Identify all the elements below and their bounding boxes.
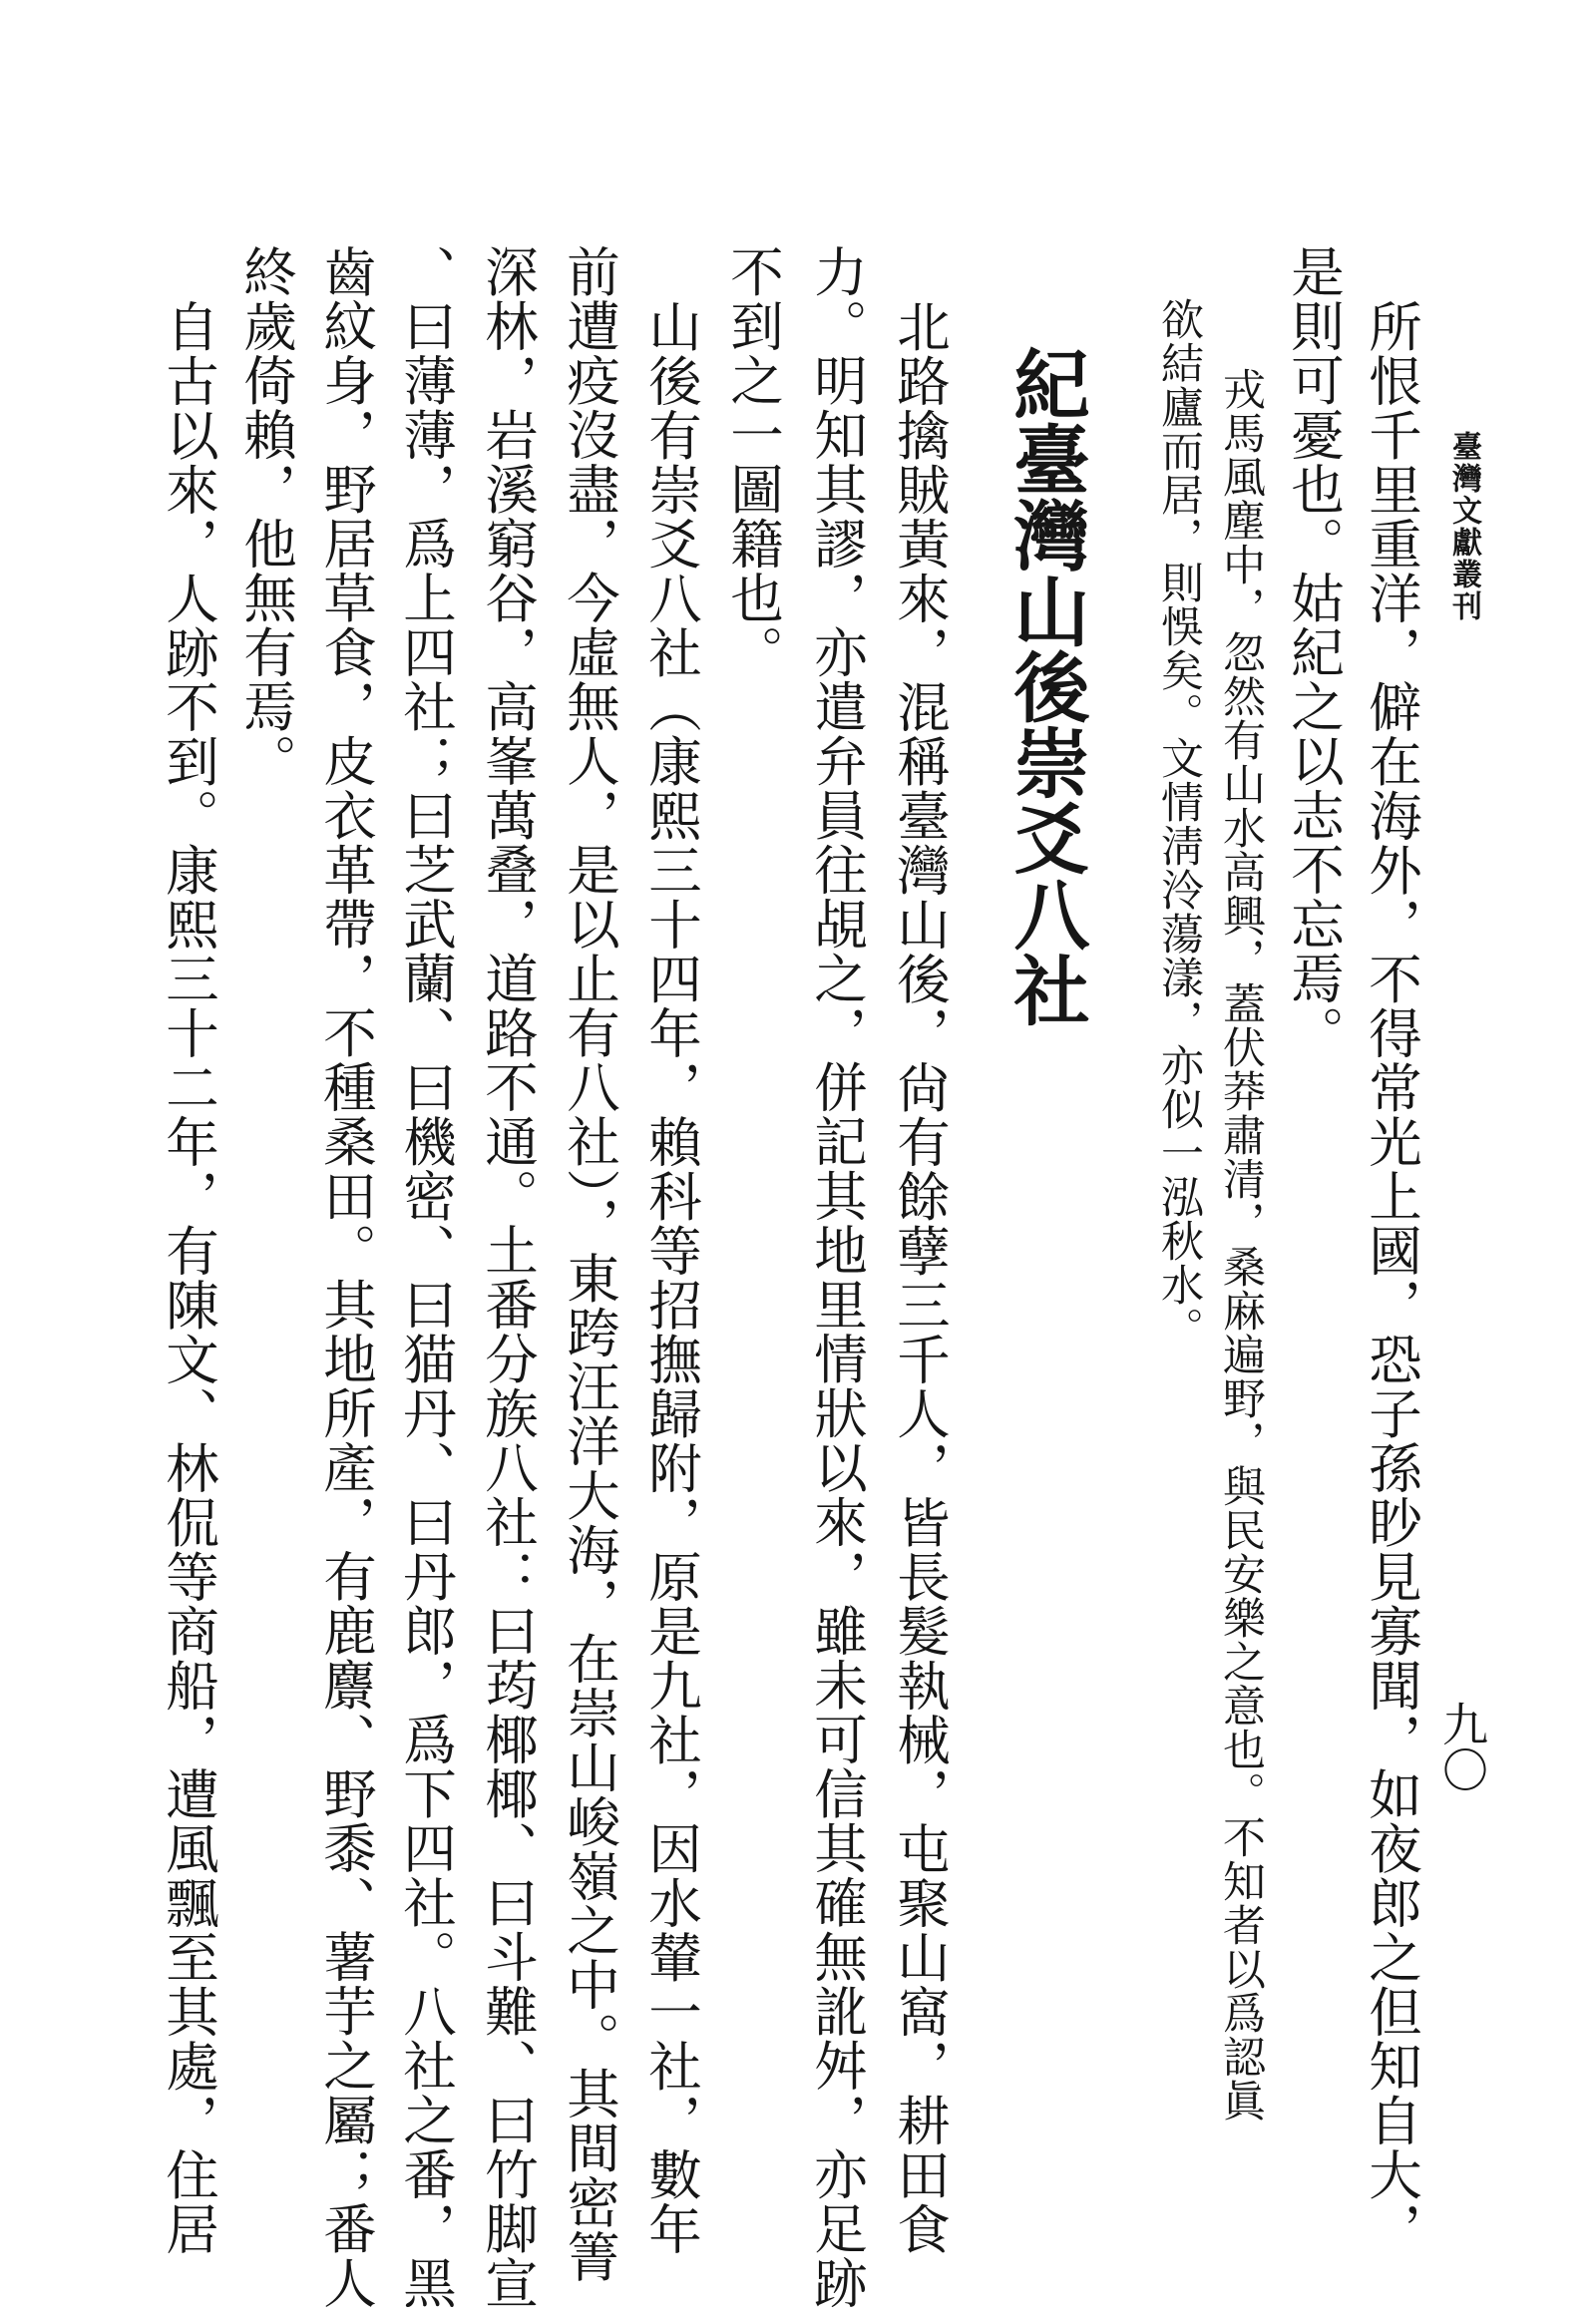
paragraph-column: 山後有崇爻八社（康熙三十四年，賴科等招撫歸附，原是九社，因水輦一社，數年 [639,299,703,2256]
paragraph-column: 自古以來，人跡不到。康熙三十二年，有陳文、林侃等商船，遭風飄至其處，住居 [157,299,220,2256]
paragraph-column: 、曰薄薄，爲上四社；曰芝武蘭、曰機密、曰猫丹、曰丹郎，爲下四社。八社之番，黑 [394,244,458,2310]
paragraph-column: 齒紋身，野居草食，皮衣革帶，不種桑田。其地所產，有鹿麖、野黍、薯芋之屬；番人 [314,244,378,2310]
page-number: 九〇 [1435,1701,1489,1792]
commentary-column: 欲結廬而居，則悞矣。文情淸泠蕩漾，亦似一泓秋水。 [1154,297,1204,1351]
paragraph-column: 不到之一圖籍也。 [721,244,785,679]
paragraph-column: 北路擒賊黃來，混稱臺灣山後，尙有餘孽三千人，皆長髮執械，屯聚山窩，耕田食 [888,299,952,2256]
running-head: 臺灣文獻叢刊 [1446,431,1481,622]
commentary-column: 戎馬風塵中，忽然有山水高興，蓋伏莽肅清，桑麻遍野，與民安樂之意也。不知者以爲認眞 [1216,367,1266,2123]
paragraph-column: 終歲倚賴，他無有焉。 [234,244,298,788]
paragraph-column: 所恨千里重洋，僻在海外，不得常光上國，恐子孫眇見寡聞，如夜郎之但知自大， [1360,299,1423,2256]
paragraph-column: 是則可憂也。姑紀之以志不忘焉。 [1282,244,1346,1060]
paragraph-column: 深林，岩溪窮谷，高峯萬叠，道路不通。土番分族八社：曰荺椰椰、曰斗難、曰竹脚宣 [476,244,540,2310]
paragraph-column: 前遭疫沒盡，今虛無人，是以止有八社），東跨汪洋大海，在崇山峻嶺之中。其間密箐 [558,244,621,2284]
paragraph-column: 力。明知其謬，亦遣弁員往覘之，併記其地里情狀以來，雖未可信其確無訛舛，亦足跡 [805,244,869,2310]
section-title: 紀臺灣山後崇爻八社 [1001,345,1090,1027]
